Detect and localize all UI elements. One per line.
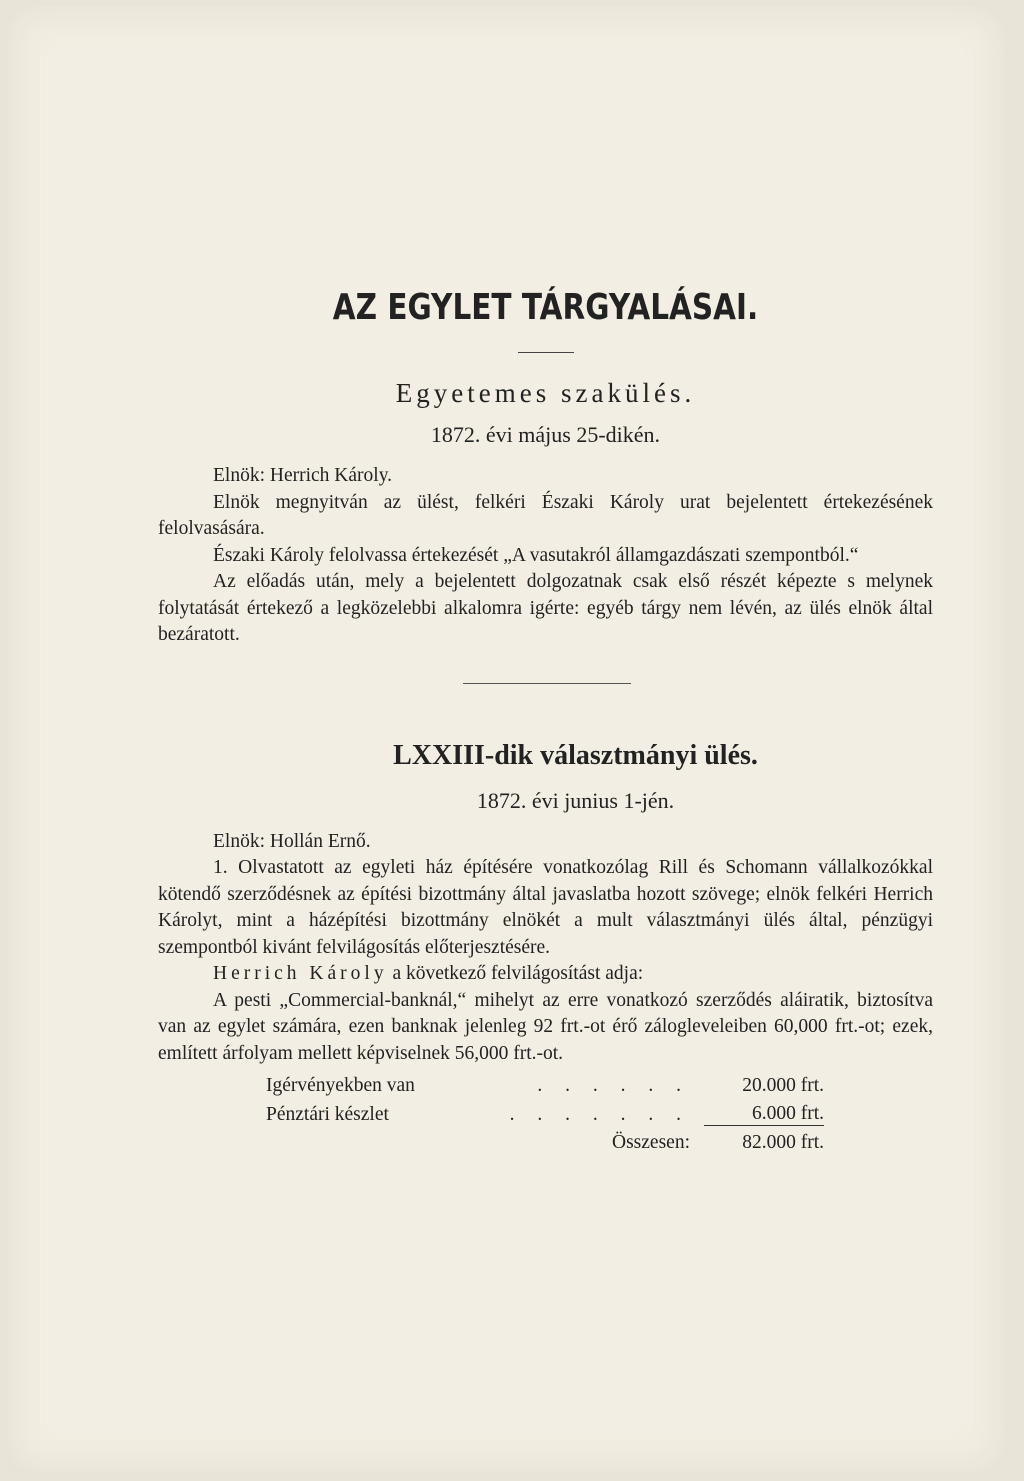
- section2-paragraph: A pesti „Commercial-banknál,“ mihelyt az erre vonatkozó szerződés aláiratik, biztosítva van az egylet számára, ezen banknak jelenleg 92 frt.-ot érő zálogleveleiben 60,000 frt.-ot; ezek, említett árfolyam mellett képviselnek 56,000 frt.-ot.: [158, 989, 933, 1064]
- section1-chair: Elnök: Herrich Károly.: [213, 465, 393, 486]
- section1-paragraph: Északi Károly felolvassa értekezését „A vasutakról államgazdászati szempontból.“: [213, 544, 859, 566]
- document-page: [8, 6, 1004, 1472]
- main-title: AZ EGYLET TÁRGYALÁSAI.: [332, 287, 759, 328]
- speaker-line-text: a következő felvilágosítást adja:: [387, 963, 644, 984]
- section2-chair: Elnök: Hollán Ernő.: [213, 830, 371, 852]
- sum-dots: . . . . . . .: [509, 1103, 690, 1125]
- sum-dots: . . . . . .: [537, 1075, 690, 1096]
- total-label: Összesen:: [612, 1132, 690, 1153]
- section-divider: [463, 683, 631, 684]
- section2-title: LXXIII-dik választmányi ülés.: [393, 739, 758, 771]
- sums-table: [266, 1069, 824, 1154]
- total-amount: 82.000 frt.: [742, 1132, 824, 1153]
- speaker-name: Herrich Károly: [213, 963, 388, 984]
- sums-row: [266, 1069, 824, 1097]
- section2-paragraph: 1. Olvastatott az egyleti ház építésére vonatkozólag Rill és Schomann vállalkozókkal kötendő szerződésnek az építési bizottmány által javaslatba hozott szövege; elnök felkéri Herrich Károlyt, mint a házépítési bizottmány elnökét a mult választmányi ülés által, pénzügyi szempontból kivánt felvilágosítás előterjesztésére.: [158, 857, 933, 958]
- sums-total-row: [266, 1126, 824, 1155]
- sums-row: [266, 1097, 824, 1126]
- section2-speaker-line: [158, 961, 933, 988]
- section2-date: 1872. évi junius 1-jén.: [476, 787, 675, 813]
- section1-title: Egyetemes szakülés.: [395, 378, 696, 408]
- sum-label: Igérvényekben van: [266, 1075, 415, 1096]
- sum-label: Pénztári készlet: [266, 1103, 389, 1125]
- section1-paragraph: Elnök megnyitván az ülést, felkéri Északi Károly urat bejelentett értekezésének felolvasására.: [158, 491, 933, 539]
- section1-date: 1872. évi május 25-dikén.: [430, 422, 661, 447]
- sum-amount: 20.000 frt.: [742, 1075, 824, 1096]
- document-content: [158, 276, 933, 1154]
- section1-paragraph: Az előadás után, mely a bejelentett dolgozatnak csak első részét képezte s melynek folytatását értekező a legközelebbi alkalomra igérte: egyéb tárgy nem lévén, az ülés elnök által bezáratott.: [158, 571, 933, 645]
- title-divider: [518, 352, 574, 353]
- sum-amount: 6.000 frt.: [704, 1097, 824, 1126]
